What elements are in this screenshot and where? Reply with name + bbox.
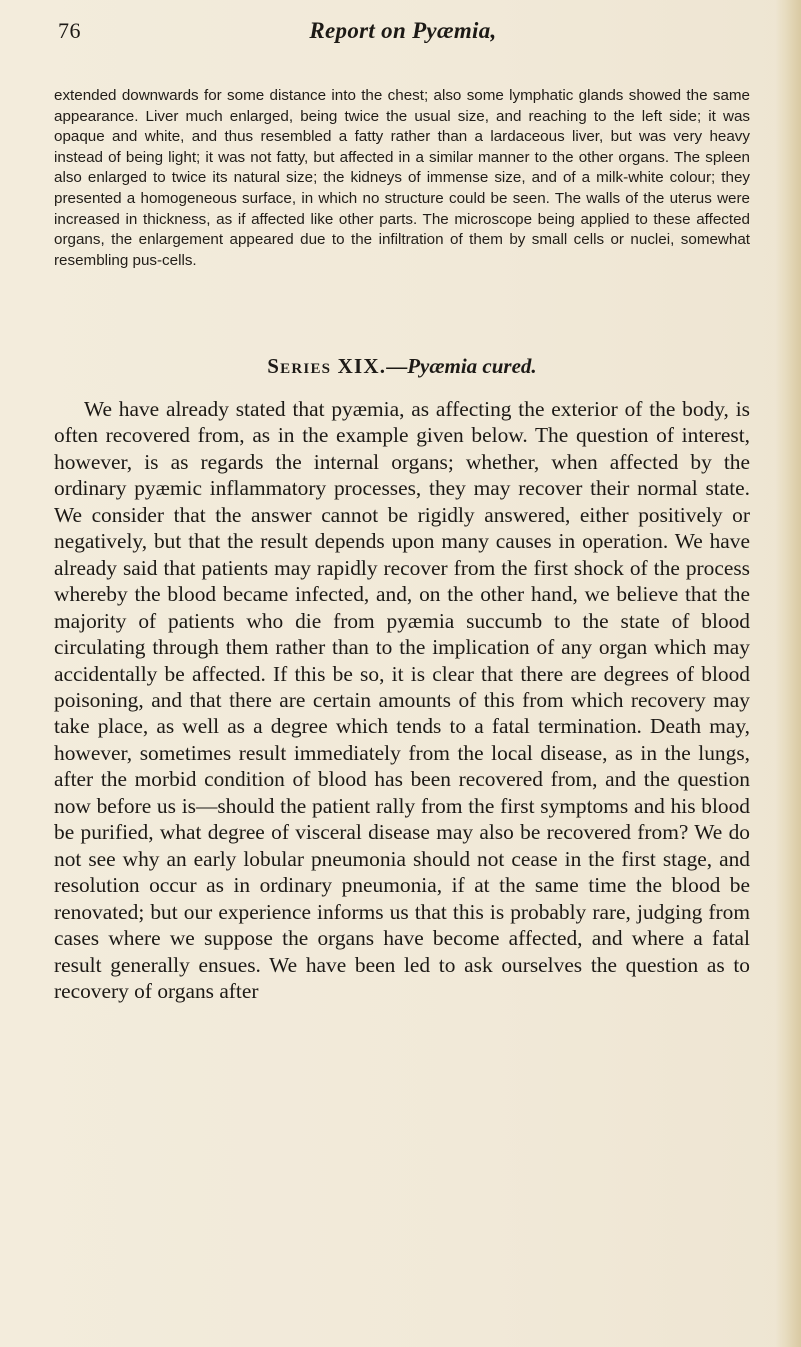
page-number: 76 <box>58 18 81 43</box>
series-title: Pyæmia cured. <box>407 354 537 378</box>
series-label: Series XIX. <box>267 354 387 378</box>
case-notes-paragraph: extended downwards for some distance into the chest; also some lymphatic glands showed the same appearance. Liver much enlarged, being twice the usual size, and reaching to the left side; it was opaque and white, and thus resembled a fatty rather than a lardaceous liver, but was very heavy instead of being light; it was not fatty, but affected in a similar manner to the other organs. The spleen also enlarged to twice its natural size; the kidneys of immense size, and of a milk-white colour; they presented a homogeneous surface, in which no structure could be seen. The walls of the uterus were increased in thickness, as if affected like other parts. The microscope being applied to these affected organs, the enlargement appeared due to the infiltration of them by small cells or nuclei, somewhat resembling pus-cells. <box>54 87 750 269</box>
page-edge-shadow <box>775 0 801 1347</box>
body-paragraph: We have already stated that pyæmia, as affecting the exterior of the body, is often recovered from, as in the example given below. The question of interest, however, is as regards the internal organs; whether, when affected by the ordinary pyæmic inflammatory processes, they may recover their normal state. We consider that the answer cannot be rigidly answered, either positively or negatively, but that the result depends upon many causes in operation. We have already said that patients may rapidly recover from the first shock of the process whereby the blood became infected, and, on the other hand, we believe that the majority of patients who die from pyæmia succumb to the state of blood circulating through them rather than to the implication of any organ which may accidentally be affected. If this be so, it is clear that there are degrees of blood poisoning, and that there are certain amounts of this from which recovery may take place, as well as a degree which tends to a fatal termination. Death may, however, sometimes result immediately from the local disease, as in the lungs, after the morbid condition of blood has been recovered from, and the question now before us is—should the patient rally from the first symptoms and his blood be purified, what degree of visceral disease may also be recovered from? We do not see why an early lobular pneumonia should not cease in the first stage, and resolution occur as in ordinary pneumonia, if at the same time the blood be renovated; but our experience informs us that this is probably rare, judging from cases where we suppose the organs have become affected, and where a fatal result generally ensues. We have been led to ask ourselves the question as to recovery of organs after <box>54 397 750 1003</box>
running-title: Report on Pyæmia, <box>309 18 497 43</box>
section-heading <box>54 354 750 379</box>
heading-dash: — <box>386 354 408 378</box>
page-header <box>58 18 748 58</box>
